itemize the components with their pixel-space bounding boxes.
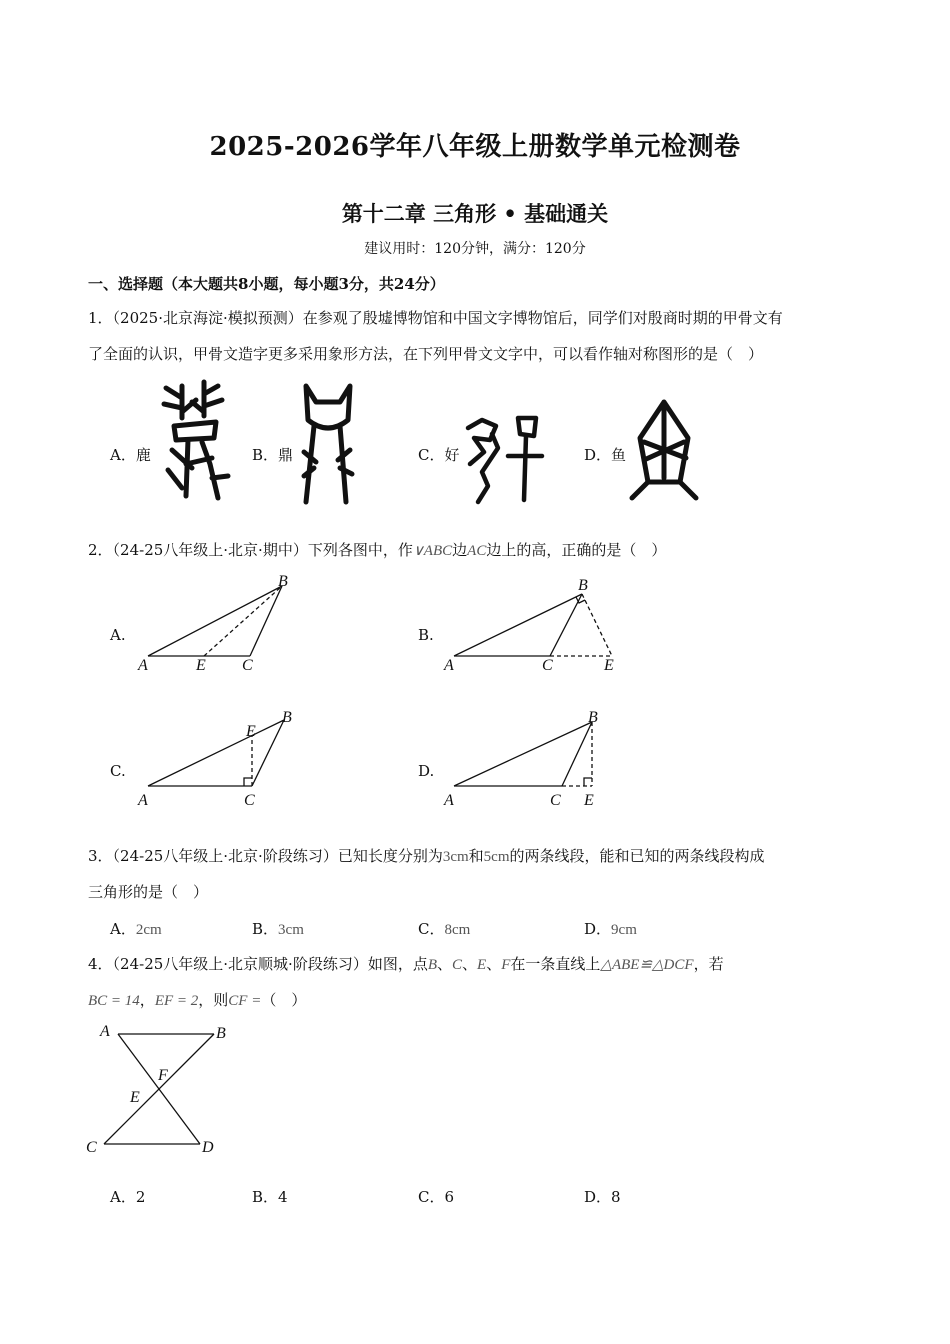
- q2-option-c[interactable]: C.: [110, 762, 126, 780]
- q4-label-e: E: [130, 1089, 140, 1106]
- q2d-label-e: E: [584, 792, 594, 809]
- q4-stem-line2: [88, 986, 306, 1015]
- q4-option-c[interactable]: C．6: [418, 1188, 455, 1206]
- q2b-label-b: B: [578, 577, 588, 594]
- q1-number: 1．: [88, 309, 113, 327]
- q2-math-triangle: ∨ABC: [412, 543, 453, 559]
- q3-stem-line2: 三角形的是（ ）: [88, 883, 209, 901]
- q3-option-a-value: 2cm: [135, 922, 162, 938]
- q2-figure-a: [134, 570, 304, 674]
- q3-text-a: （24-25八年级上·北京·阶段练习）已知长度分别为: [112, 847, 443, 865]
- q3-stem-line1: [88, 842, 765, 871]
- q2c-label-c: C: [244, 792, 255, 809]
- q1-text-line1: （2025·北京海淀·模拟预测）在参观了殷墟博物馆和中国文字博物馆后，同学们对殷商时期的甲骨文有: [112, 309, 783, 327]
- q4-sep-1: 、: [437, 955, 453, 973]
- q2b-label-c: C: [542, 657, 553, 674]
- q4-option-b[interactable]: B．4: [252, 1188, 288, 1206]
- q4-ef-value: EF = 2: [154, 993, 199, 1009]
- q3-option-d[interactable]: [584, 918, 637, 939]
- q2-text-a: （24-25八年级上·北京·期中）下列各图中，作: [112, 541, 413, 559]
- q4-text-d: ，则: [198, 991, 229, 1009]
- q4-point-f: F: [501, 957, 511, 973]
- q4-comma: ，: [139, 991, 155, 1009]
- q2c-label-a: A: [138, 792, 148, 809]
- q4-label-d: D: [202, 1139, 214, 1156]
- chapter-subtitle: 第十二章 三角形 • 基础通关: [341, 201, 609, 226]
- q2a-label-b: B: [278, 573, 288, 590]
- q3-option-a[interactable]: [110, 918, 162, 939]
- q1-line1: [88, 304, 783, 332]
- q4-sep-3: 、: [486, 955, 502, 973]
- q3-option-c-value: 8cm: [444, 922, 471, 938]
- q4-label-c: C: [86, 1139, 97, 1156]
- q2-stem: [88, 536, 666, 565]
- q2-text-c: 边上的高，正确的是（ ）: [486, 541, 667, 559]
- q2-option-d[interactable]: D.: [418, 762, 435, 780]
- oracle-ding-glyph: [296, 380, 360, 508]
- q2b-label-a: A: [444, 657, 454, 674]
- q4-stem-line1: [88, 950, 724, 979]
- q4-text-c: ，若: [693, 955, 724, 973]
- q2a-label-c: C: [242, 657, 253, 674]
- q4-text-a: （24-25八年级上·北京顺城·阶段练习）如图，点: [112, 955, 428, 973]
- q4-answer-paren: （ ）: [261, 991, 307, 1009]
- q3-length-1: 3cm: [442, 849, 469, 865]
- q2d-label-a: A: [444, 792, 454, 809]
- q2-figure-d: [440, 704, 620, 812]
- q3-option-d-value: 9cm: [611, 922, 637, 938]
- q2a-label-e: E: [196, 657, 206, 674]
- q4-label-a: A: [100, 1023, 110, 1040]
- q1-option-d[interactable]: D．鱼: [584, 446, 627, 464]
- q2-text-b: 边: [452, 541, 468, 559]
- q3-text-c: 的两条线段，能和已知的两条线段构成: [509, 847, 765, 865]
- page-title: 2025-2026学年八年级上册数学单元检测卷: [209, 132, 741, 162]
- q1-option-a[interactable]: A．鹿: [110, 446, 151, 464]
- oracle-hao-glyph: [462, 412, 550, 508]
- q4-text-b: 在一条直线上: [510, 955, 601, 973]
- q4-label-f: F: [158, 1067, 168, 1084]
- q4-label-b: B: [216, 1025, 226, 1042]
- q4-point-c: C: [452, 957, 463, 973]
- q3-option-d-letter: D．: [584, 920, 612, 938]
- q2b-label-e: E: [604, 657, 614, 674]
- q4-number: 4．: [88, 955, 113, 973]
- q1-text-line2: 了全面的认识，甲骨文造字更多采用象形方法，在下列甲骨文文字中，可以看作轴对称图形的是（ ）: [88, 345, 764, 363]
- oracle-deer-glyph: [152, 378, 242, 506]
- q2d-label-c: C: [550, 792, 561, 809]
- q2-number: 2．: [88, 541, 113, 559]
- q3-number: 3．: [88, 847, 113, 865]
- q3-option-b[interactable]: [252, 918, 304, 939]
- q4-bc-value: BC = 14: [88, 993, 140, 1009]
- q2d-label-b: B: [588, 709, 598, 726]
- q3-option-b-value: 3cm: [278, 922, 304, 938]
- q3-option-c[interactable]: [418, 918, 470, 939]
- q3-option-a-letter: A．: [110, 920, 136, 938]
- section-heading: 一、选择题（本大题共8小题，每小题3分，共24分）: [88, 275, 445, 293]
- q4-figure: [82, 1014, 242, 1162]
- q4-option-d[interactable]: D．8: [584, 1188, 621, 1206]
- q2-option-a[interactable]: A.: [110, 626, 126, 644]
- q3-option-c-letter: C．: [418, 920, 445, 938]
- q2-figure-c: [134, 704, 304, 812]
- q2c-label-e: E: [246, 723, 256, 740]
- q1-option-c[interactable]: C．好: [418, 446, 460, 464]
- q1-option-b[interactable]: B．鼎: [252, 446, 294, 464]
- q4-option-a[interactable]: A．2: [110, 1188, 146, 1206]
- q4-point-e: E: [477, 957, 487, 973]
- q2-math-side: AC: [467, 543, 487, 559]
- q2c-label-b: B: [282, 709, 292, 726]
- q2-figure-b: [440, 570, 630, 674]
- q3-option-b-letter: B．: [252, 920, 279, 938]
- q4-sep-2: 、: [462, 955, 478, 973]
- time-info: 建议用时：120分钟，满分：120分: [364, 241, 586, 257]
- q2-option-b[interactable]: B.: [418, 626, 434, 644]
- q2a-label-a: A: [138, 657, 148, 674]
- q3-length-2: 5cm: [483, 849, 510, 865]
- q4-point-b: B: [427, 957, 437, 973]
- q4-congruence: △ABE≌△DCF: [600, 957, 694, 973]
- oracle-fish-glyph: [628, 398, 700, 504]
- q3-text-b: 和: [468, 847, 484, 865]
- q4-cf-expression: CF =: [228, 993, 262, 1009]
